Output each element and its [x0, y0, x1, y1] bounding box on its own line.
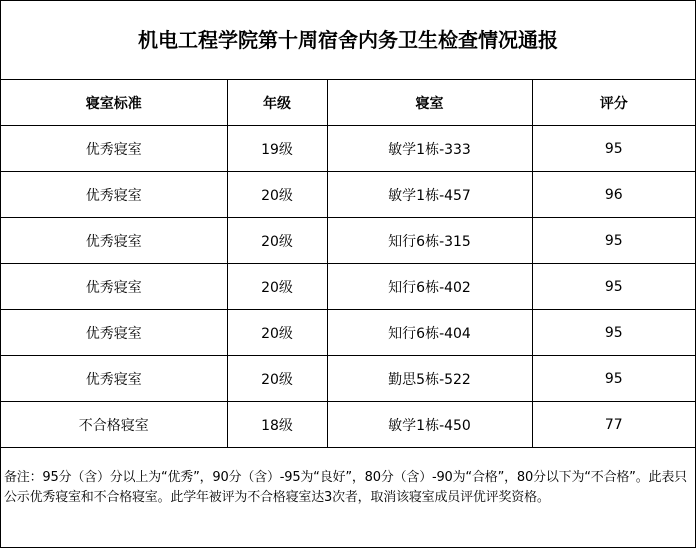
- cell-dorm: 知行6栋-315: [327, 218, 532, 264]
- cell-dorm: 敏学1栋-450: [327, 402, 532, 448]
- table-row: [1, 172, 695, 218]
- table-row: [1, 310, 695, 356]
- table-row: [1, 126, 695, 172]
- cell-grade: 18级: [227, 402, 327, 448]
- cell-dorm: 知行6栋-404: [327, 310, 532, 356]
- cell-score: 96: [532, 172, 695, 218]
- header-dorm-standard: 寝室标准: [1, 80, 227, 126]
- page-title: 机电工程学院第十周宿舍内务卫生检查情况通报: [1, 1, 695, 80]
- cell-grade: 20级: [227, 310, 327, 356]
- cell-dorm-standard: 优秀寝室: [1, 310, 227, 356]
- table-row: [1, 402, 695, 448]
- cell-dorm-standard: 优秀寝室: [1, 356, 227, 402]
- cell-dorm-standard: 优秀寝室: [1, 264, 227, 310]
- table-row: [1, 218, 695, 264]
- cell-dorm: 敏学1栋-333: [327, 126, 532, 172]
- cell-score: 77: [532, 402, 695, 448]
- cell-grade: 20级: [227, 264, 327, 310]
- cell-dorm: 知行6栋-402: [327, 264, 532, 310]
- cell-score: 95: [532, 126, 695, 172]
- table-row: [1, 356, 695, 402]
- cell-dorm-standard: 优秀寝室: [1, 172, 227, 218]
- cell-grade: 20级: [227, 356, 327, 402]
- remarks-note: 备注：95分（含）分以上为“优秀”，90分（含）-95为“良好”，80分（含）-90为“合格”，80分以下为“不合格”。此表只公示优秀寝室和不合格寝室。此学年被评为不合格寝室达3次者，取消该寝室成员评优评奖资格。: [4, 470, 687, 505]
- cell-grade: 19级: [227, 126, 327, 172]
- inspection-table: [1, 80, 695, 448]
- cell-grade: 20级: [227, 218, 327, 264]
- cell-dorm: 勤思5栋-522: [327, 356, 532, 402]
- cell-score: 95: [532, 264, 695, 310]
- header-score: 评分: [532, 80, 695, 126]
- cell-dorm-standard: 优秀寝室: [1, 126, 227, 172]
- cell-dorm-standard: 不合格寝室: [1, 402, 227, 448]
- cell-dorm: 敏学1栋-457: [327, 172, 532, 218]
- cell-score: 95: [532, 218, 695, 264]
- table-row: [1, 264, 695, 310]
- cell-score: 95: [532, 310, 695, 356]
- header-grade: 年级: [227, 80, 327, 126]
- table-header-row: [1, 80, 695, 126]
- cell-grade: 20级: [227, 172, 327, 218]
- cell-dorm-standard: 优秀寝室: [1, 218, 227, 264]
- header-dorm: 寝室: [327, 80, 532, 126]
- cell-score: 95: [532, 356, 695, 402]
